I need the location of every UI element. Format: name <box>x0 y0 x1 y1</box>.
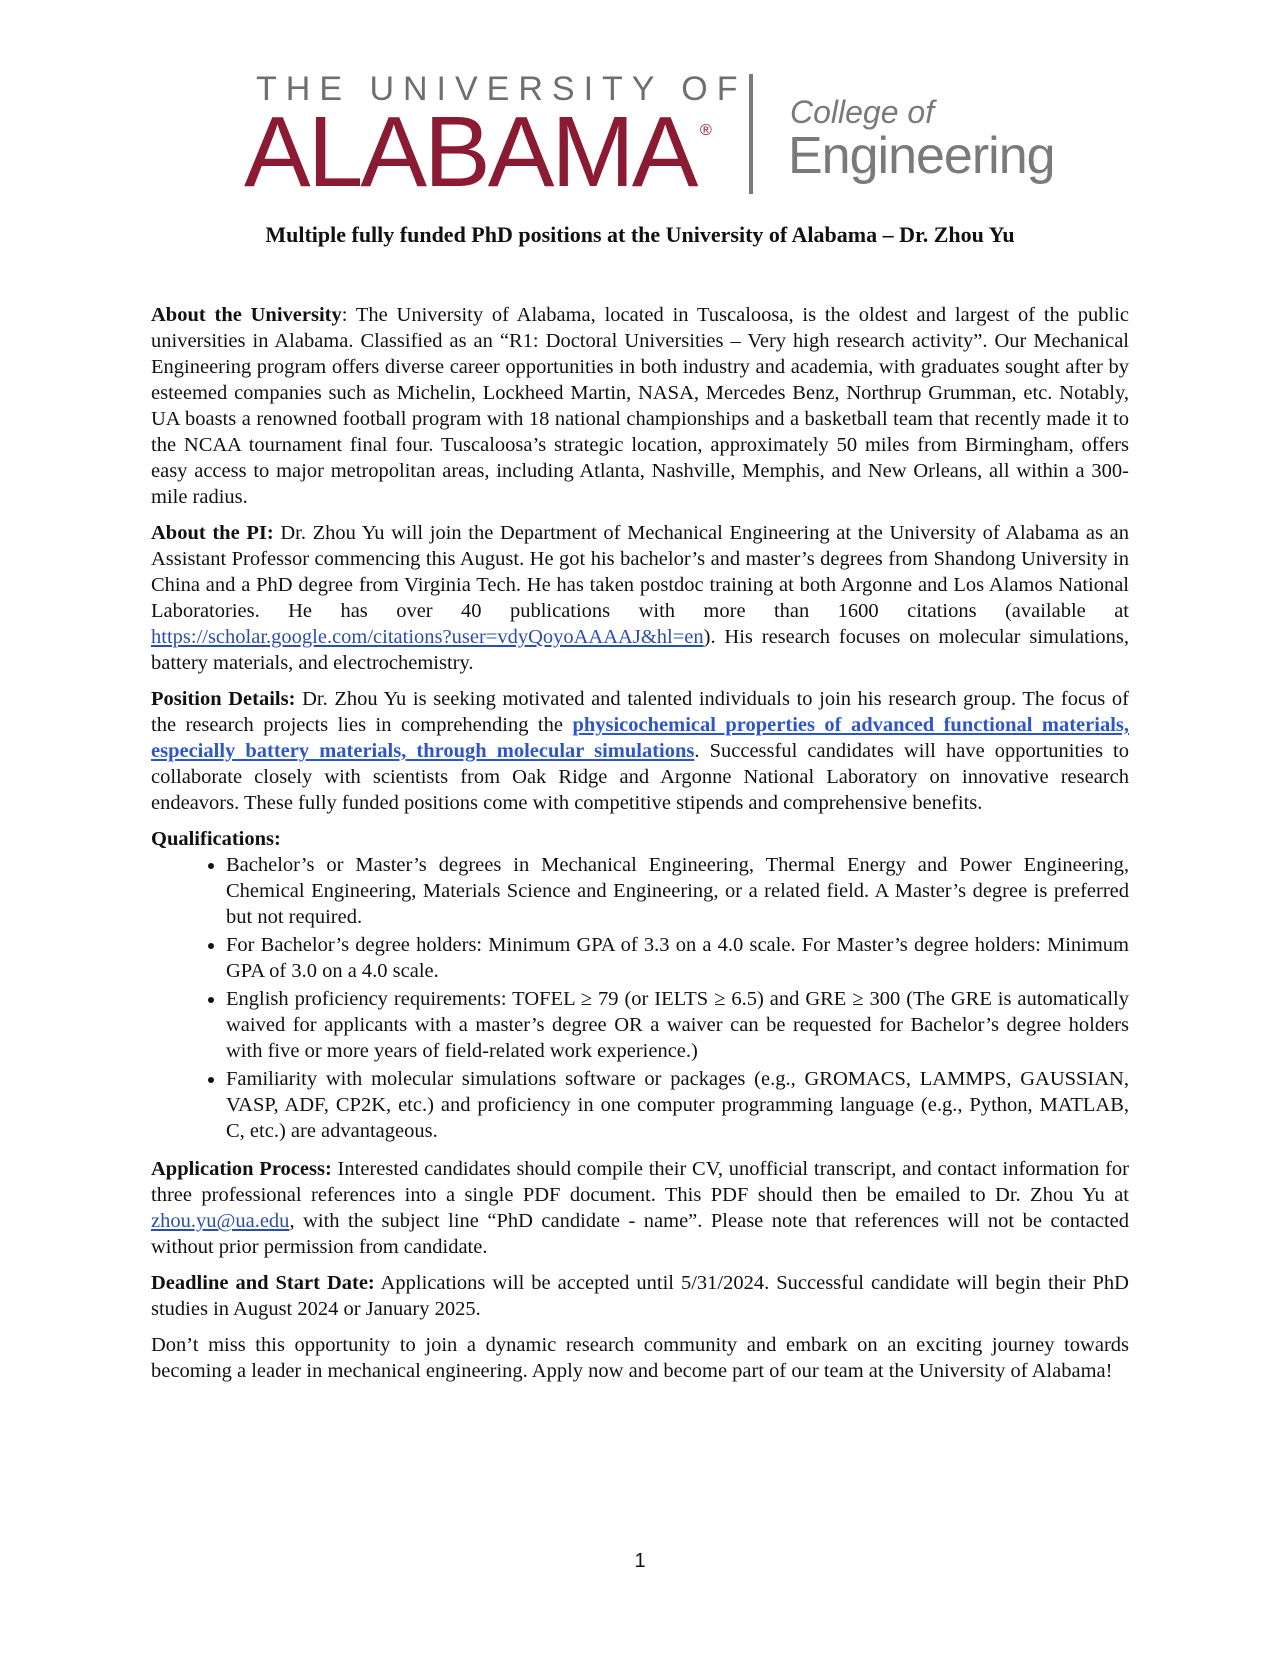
application-heading: Application Process: <box>151 1158 332 1180</box>
position-details-text: Dr. Zhou Yu is seeking motivated and talented individuals to join his research group. The focus of the research projects lies in comprehending the <box>151 688 1129 736</box>
application-text: Interested candidates should compile their CV, unofficial transcript, and contact information for three professional references into a single PDF document. This PDF should then be emailed to Dr. Zhou Yu at <box>151 1158 1129 1206</box>
about-pi-text: Dr. Zhou Yu will join the Department of Mechanical Engineering at the University of Alabama as an Assistant Professor commencing this August. He got his bachelor’s and master’s degrees from Shandong University in China and a PhD degree from Virginia Tech. He has taken postdoc training at both Argonne and Los Alamos National Laboratories. He has over 40 publications with more than 1600 citations (available at <box>151 522 1129 622</box>
position-details-text-end: . Successful candidates will have opportunities to collaborate closely with scientists from Oak Ridge and Argonne National Laboratory on innovative research endeavors. These fully funded positions come with competitive stipends and comprehensive benefits. <box>151 740 1129 814</box>
google-scholar-link[interactable]: https://scholar.google.com/citations?user=vdyQoyoAAAAJ&hl=en <box>151 626 704 648</box>
about-pi-paragraph <box>151 520 1129 676</box>
qualifications-heading: Qualifications: <box>151 828 281 850</box>
position-details-paragraph <box>151 686 1129 816</box>
qualification-item: • For Bachelor’s degree holders: Minimum GPA of 3.3 on a 4.0 scale. For Master’s degree holders: Minimum GPA of 3.0 on a 4.0 scale. <box>226 932 1129 984</box>
deadline-paragraph <box>151 1270 1129 1322</box>
about-university-heading: About the University <box>151 304 342 326</box>
logo-divider <box>749 74 753 194</box>
qualification-item: • Familiarity with molecular simulations software or packages (e.g., GROMACS, LAMMPS, GAUSSIAN, VASP, ADF, CP2K, etc.) and proficiency in one computer programming language (e.g., Python, MATLAB, C, etc.) are advantageous. <box>226 1066 1129 1144</box>
qualifications-list <box>151 852 1129 1144</box>
application-paragraph <box>151 1156 1129 1260</box>
about-university-text: : The University of Alabama, located in Tuscaloosa, is the oldest and largest of the public universities in Alabama. Classified as an “R1: Doctoral Universities – Very high research activity”. Our Mechanical Engineering program offers diverse career opportunities in both industry and academia, with graduates sought after by esteemed companies such as Michelin, Lockheed Martin, NASA, Mercedes Benz, Northrup Grumman, etc. Notably, UA boasts a renowned football program with 18 national championships and a basketball team that recently made it to the NCAA tournament final four. Tuscaloosa’s strategic location, approximately 50 miles from Birmingham, offers easy access to major metropolitan areas, including Atlanta, Nashville, Memphis, and New Orleans, all within a 300-mile radius. <box>151 304 1130 508</box>
email-link[interactable]: zhou.yu@ua.edu <box>151 1210 290 1232</box>
page-title: Multiple fully funded PhD positions at the University of Alabama – Dr. Zhou Yu <box>265 222 1015 247</box>
qualification-item: • English proficiency requirements: TOFEL ≥ 79 (or IELTS ≥ 6.5) and GRE ≥ 300 (The GRE is automatically waived for applicants with a master’s degree OR a waiver can be requested for Bachelor’s degree holders with five or more years of field-related work experience.) <box>226 986 1129 1064</box>
application-text-end: , with the subject line “PhD candidate - name”. Please note that references will not be contacted without prior permission from candidate. <box>151 1210 1129 1258</box>
research-focus-link[interactable]: physicochemical properties of advanced functional materials, especially battery materials, through molecular simulations <box>151 714 1129 762</box>
logo-college-of: College of <box>790 94 935 130</box>
registered-mark: ® <box>700 122 712 139</box>
closing-paragraph: Don’t miss this opportunity to join a dynamic research community and embark on an exciting journey towards becoming a leader in mechanical engineering. Apply now and become part of our team at the University of Alabama! <box>151 1334 1129 1382</box>
logo-main-text: ALABAMA <box>244 96 696 208</box>
document-body <box>151 302 1129 1394</box>
deadline-heading: Deadline and Start Date: <box>151 1272 375 1294</box>
about-pi-heading: About the PI: <box>151 522 274 544</box>
about-pi-text-end: ). His research focuses on molecular simulations, battery materials, and electrochemistry. <box>151 626 1129 674</box>
logo-engineering: Engineering <box>788 127 1055 185</box>
deadline-text: Applications will be accepted until 5/31/2024. Successful candidate will begin their PhD studies in August 2024 or January 2025. <box>151 1272 1129 1320</box>
qualification-item: • Bachelor’s or Master’s degrees in Mechanical Engineering, Thermal Energy and Power Engineering, Chemical Engineering, Materials Science and Engineering, or a related field. A Master’s degree is preferred but not required. <box>226 852 1129 930</box>
logo-top-text: THE UNIVERSITY OF <box>256 70 747 108</box>
page-number: 1 <box>634 1550 646 1572</box>
university-logo <box>244 66 1055 208</box>
position-details-heading: Position Details: <box>151 688 296 710</box>
about-university-paragraph <box>151 302 1129 510</box>
